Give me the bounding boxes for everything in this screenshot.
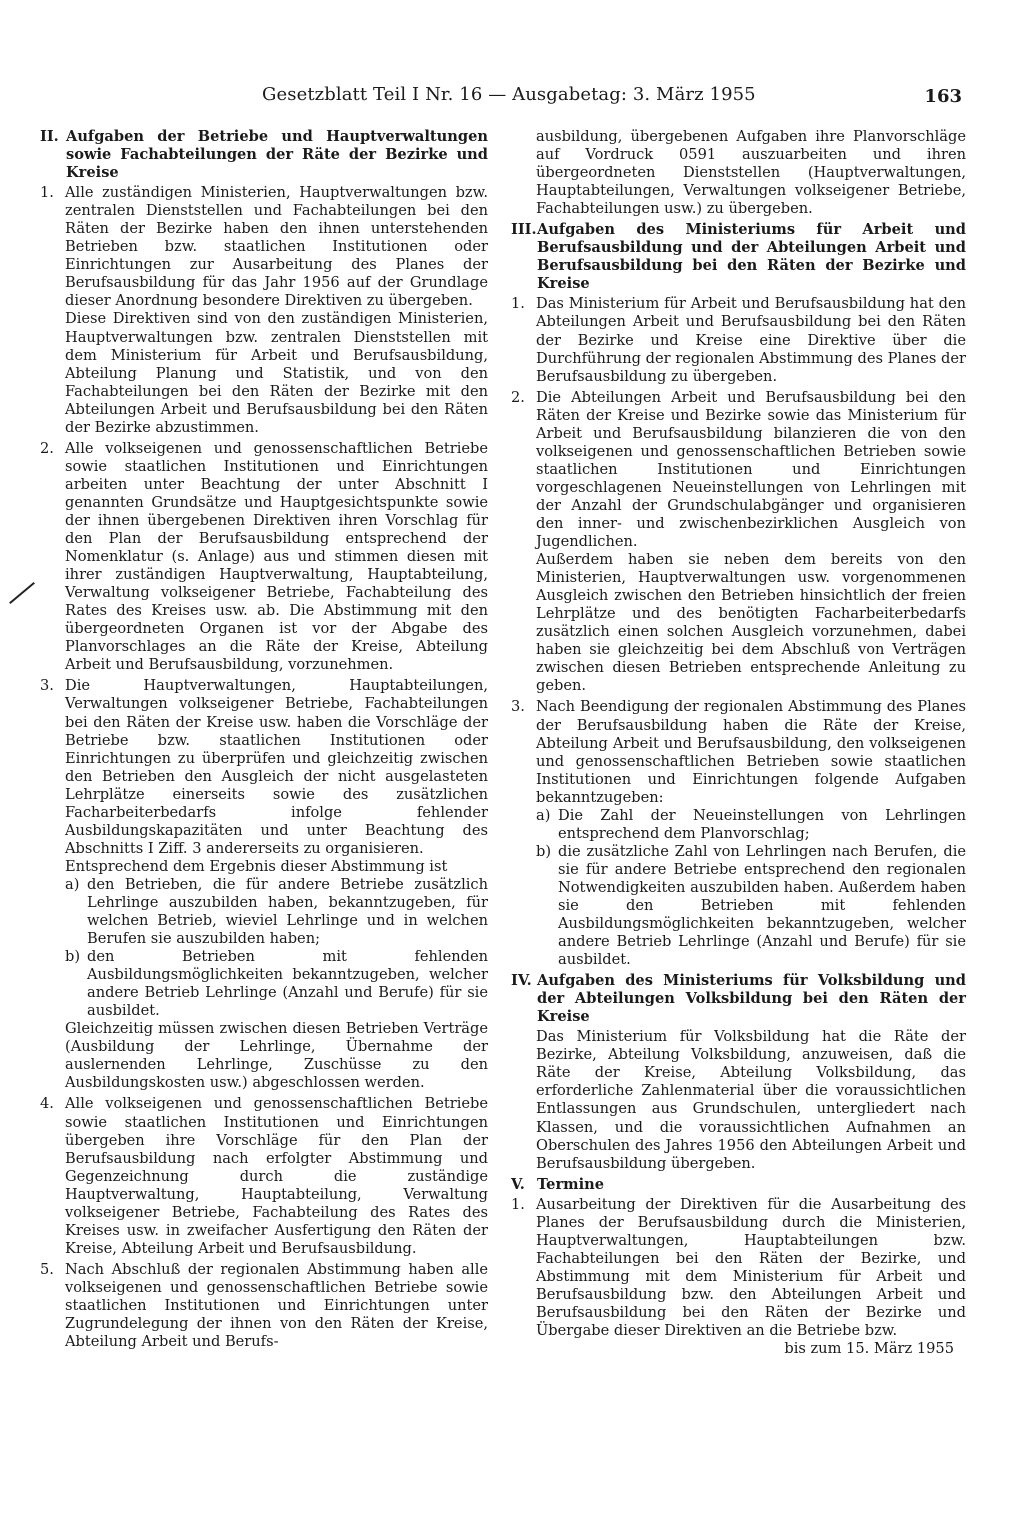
item-text: Diese Direktiven sind von den zuständigen Ministerien, Hauptverwaltungen bzw. zentralen Dienststellen mit dem Ministerium für Arbeit und Berufsausbildung, Abteilung Planung und Statistik, und von den Fachabteilungen bei den Räten der Bezirke mit den Abteilungen Arbeit und Berufsausbildung bei den Räten der Bezirke abzustimmen. <box>65 310 488 436</box>
item-text: Alle volkseigenen und genossenschaftlichen Betriebe sowie staatlichen Institutionen und Einrichtungen übergeben ihre Vorschläge für den Plan der Berufsausbildung nach erfolgter Abstimmung und Gegenzeichnung durch die zuständige Hauptverwaltung, Hauptabteilung, Verwaltung volkseigener Betriebe, Fachabteilung des Rates des Kreises usw. in zweifacher Ausfertigung den Räten der Kreise, Abteilung Arbeit und Berufsausbildung. <box>65 1095 488 1257</box>
section-title: Aufgaben des Ministeriums für Volksbildung und der Abteilungen Volksbildung bei den Räten der Kreise <box>537 972 966 1026</box>
sub-item <box>536 807 966 843</box>
item-text: Entsprechend dem Ergebnis dieser Abstimmung ist <box>65 857 448 875</box>
item-number: 3. <box>40 677 54 695</box>
left-column <box>40 128 488 1354</box>
item-number: 1. <box>40 184 54 202</box>
item-text: Außerdem haben sie neben dem bereits von den Ministerien, Hauptverwaltungen usw. vorgenommenen Ausgleich zwischen den Betrieben hinsichtlich der freien Lehrplätze und des benötigten Facharbeiterbedarfs zusätzlich einen solchen Ausgleich vorzunehmen, dabei haben sie gleichzeitig bei dem Abschluß von Verträgen zwischen diesen Betrieben entsprechende Anleitung zu geben. <box>536 551 966 695</box>
item-number: 2. <box>511 388 525 406</box>
item-text: Die Hauptverwaltungen, Hauptabteilungen, Verwaltungen volkseigener Betriebe, Fachabteilungen bei den Räten der Kreise usw. haben die Vorschläge der Betriebe bzw. staatlichen Institutionen oder Einrichtungen zu überprüfen und gleichzeitig zwischen den Betrieben den Ausgleich der nicht ausgelasteten Lehrplätze einerseits sowie des zusätzlichen Facharbeiterbedarfs infolge fehlender Ausbildungskapazitäten und unter Beachtung des Abschnitts I Ziff. 3 andererseits zu organisieren. <box>65 677 488 857</box>
item-number: 3. <box>511 698 525 716</box>
sub-item-label: a) <box>65 875 80 893</box>
item-number: 2. <box>40 439 54 457</box>
sub-item-label: b) <box>65 948 81 966</box>
item-text: Nach Beendigung der regionalen Abstimmung des Planes der Berufsausbildung haben die Räte der Kreise, Abteilung Arbeit und Berufsausbildung, den volkseigenen und genossenschaftlichen Betrieben sowie staatlichen Institutionen und Einrichtungen folgende Aufgaben bekanntzugeben: <box>536 698 966 806</box>
item-number: 1. <box>511 295 525 313</box>
section-title: Aufgaben des Ministeriums für Arbeit und Berufsausbildung und der Abteilungen Arbeit und Berufsausbildung bei den Räten der Bezirke und Kreise <box>537 221 966 293</box>
sub-item-label: b) <box>536 842 552 860</box>
item-text: Nach Abschluß der regionalen Abstimmung haben alle volkseigenen und genossenschaftlichen Betriebe sowie staatlichen Institutionen und Einrichtungen unter Zugrundelegung der ihnen von den Räten der Kreise, Abteilung Arbeit und Berufs- <box>65 1260 488 1351</box>
list-item <box>40 440 488 675</box>
list-item <box>40 184 488 437</box>
sub-item-text: den Betrieben mit fehlenden Ausbildungsmöglichkeiten bekanntzugeben, welcher andere Betrieb Lehrlinge (Anzahl und Berufe) für sie ausbildet. <box>87 948 488 1020</box>
section-number: III. <box>511 221 537 239</box>
list-item <box>511 1196 966 1358</box>
section-heading-v <box>511 1176 966 1194</box>
page-header <box>0 84 1024 114</box>
sub-item <box>65 876 488 948</box>
item-number: 1. <box>511 1195 525 1213</box>
margin-pen-mark <box>6 578 36 608</box>
item-text: Ausarbeitung der Direktiven für die Ausarbeitung des Planes der Berufsausbildung durch die Ministerien, Hauptverwaltungen, Hauptabteilungen bzw. Fachabteilungen bei den Räten der Bezirke, und Abstimmung mit dem Ministerium für Arbeit und Berufsausbildung bzw. den Abteilungen Arbeit und Berufsausbildung bei den Räten der Bezirke und Übergabe dieser Direktiven an die Betriebe bzw. <box>536 1195 966 1340</box>
item-continuation: ausbildung, übergebenen Aufgaben ihre Planvorschläge auf Vordruck 0591 auszuarbeiten und ihren übergeordneten Dienststellen (Hauptverwaltungen, Hauptabteilungen, Verwaltungen volkseigener Betriebe, Fachabteilungen usw.) zu übergeben. <box>536 128 966 218</box>
header-title: Gesetzblatt Teil I Nr. 16 — Ausgabetag: 3. März 1955 <box>262 84 756 105</box>
section-number: V. <box>511 1175 525 1193</box>
list-item <box>40 1261 488 1351</box>
sub-item-text: Die Zahl der Neueinstellungen von Lehrlingen entsprechend dem Planvorschlag; <box>558 806 966 842</box>
list-item <box>511 389 966 696</box>
section-number: IV. <box>511 972 532 990</box>
item-text: Das Ministerium für Arbeit und Berufsausbildung hat den Abteilungen Arbeit und Berufsausbildung bei den Räten der Bezirke und Kreise eine Direktive über die Durchführung der regionalen Abstimmung des Planes der Berufsausbildung zu übergeben. <box>536 295 966 385</box>
item-text: Gleichzeitig müssen zwischen diesen Betrieben Verträge (Ausbildung der Lehrlinge, Übernahme der auslernenden Lehrlinge, Zuschüsse zu den Ausbildungskosten usw.) abgeschlossen werden. <box>65 1020 488 1092</box>
list-item <box>511 698 966 969</box>
section-number: II. <box>40 128 59 145</box>
item-number: 4. <box>40 1095 54 1113</box>
section-heading-ii <box>40 128 488 182</box>
deadline-date: bis zum 15. März 1955 <box>784 1340 954 1358</box>
sub-item-text: den Betrieben, die für andere Betriebe zusätzlich Lehrlinge auszubilden haben, bekanntzugeben, für welchen Betrieb, wieviel Lehrlinge und in welchen Berufen sie auszubilden haben; <box>87 875 488 948</box>
sub-item-label: a) <box>536 806 551 824</box>
list-item <box>511 295 966 385</box>
page-number: 163 <box>924 86 962 107</box>
section-title: Termine <box>537 1175 605 1193</box>
section-title: Aufgaben der Betriebe und Hauptverwaltungen sowie Fachabteilungen der Räte der Bezirke und Kreise <box>66 128 488 182</box>
section-heading-iv <box>511 972 966 1026</box>
list-item <box>40 677 488 1092</box>
item-text: Alle zuständigen Ministerien, Hauptverwaltungen bzw. zentralen Dienststellen und Fachabteilungen bei den Räten der Bezirke haben den ihnen unterstehenden Betrieben bzw. staatlichen Institutionen oder Einrichtungen zur Ausarbeitung des Planes der Berufsausbildung für das Jahr 1956 auf der Grundlage dieser Anordnung besondere Direktiven zu übergeben. <box>65 184 488 310</box>
right-column <box>511 128 966 1361</box>
section-heading-iii <box>511 221 966 293</box>
item-text: Die Abteilungen Arbeit und Berufsausbildung bei den Räten der Kreise und Bezirke sowie das Ministerium für Arbeit und Berufsausbildung bilanzieren die von den volkseigenen und genossenschaftlichen Betrieben sowie staatlichen Institutionen und Einrichtungen vorgeschlagenen Neueinstellungen von Lehrlingen mit der Anzahl der Grundschulabgänger und organisieren den inner- und zwischenbezirklichen Ausgleich von Jugendlichen. <box>536 388 966 551</box>
item-text: Alle volkseigenen und genossenschaftlichen Betriebe sowie staatlichen Institutionen und Einrichtungen arbeiten unter Beachtung der unter Abschnitt I genannten Grundsätze und Hauptgesichtspunkte sowie der ihnen übergebenen Direktiven ihren Vorschlag für den Plan der Berufsausbildung entsprechend der Nomenklatur (s. Anlage) aus und stimmen diesen mit ihrer zuständigen Hauptverwaltung, Hauptabteilung, Verwaltung volkseigener Betriebe, Fachabteilung des Rates des Kreises usw. ab. Die Abstimmung mit den übergeordneten Organen ist vor der Abgabe des Planvorschlages an die Räte der Kreise, Abteilung Arbeit und Berufsausbildung, vorzunehmen. <box>65 439 488 674</box>
list-item <box>40 1095 488 1257</box>
section-text: Das Ministerium für Volksbildung hat die Räte der Bezirke, Abteilung Volksbildung, anzuweisen, daß die Räte der Kreise, Abteilung Volksbildung, das erforderliche Zahlenmaterial über die voraussichtlichen Entlassungen aus Grundschulen, untergliedert nach Klassen, und die voraussichtlichen Aufnahmen an Oberschulen des Jahres 1956 den Abteilungen Arbeit und Berufsausbildung übergeben. <box>536 1028 966 1172</box>
sub-item <box>536 843 966 969</box>
item-number: 5. <box>40 1260 54 1278</box>
sub-item-text: die zusätzliche Zahl von Lehrlingen nach Berufen, die sie für andere Betriebe entsprechend den regionalen Notwendigkeiten auszubilden haben. Außerdem haben sie den Betrieben mit fehlenden Ausbildungsmöglichkeiten bekanntzugeben, welcher andere Betrieb Lehrlinge (Anzahl und Berufe) für sie ausbildet. <box>558 842 966 969</box>
sub-item <box>65 948 488 1020</box>
